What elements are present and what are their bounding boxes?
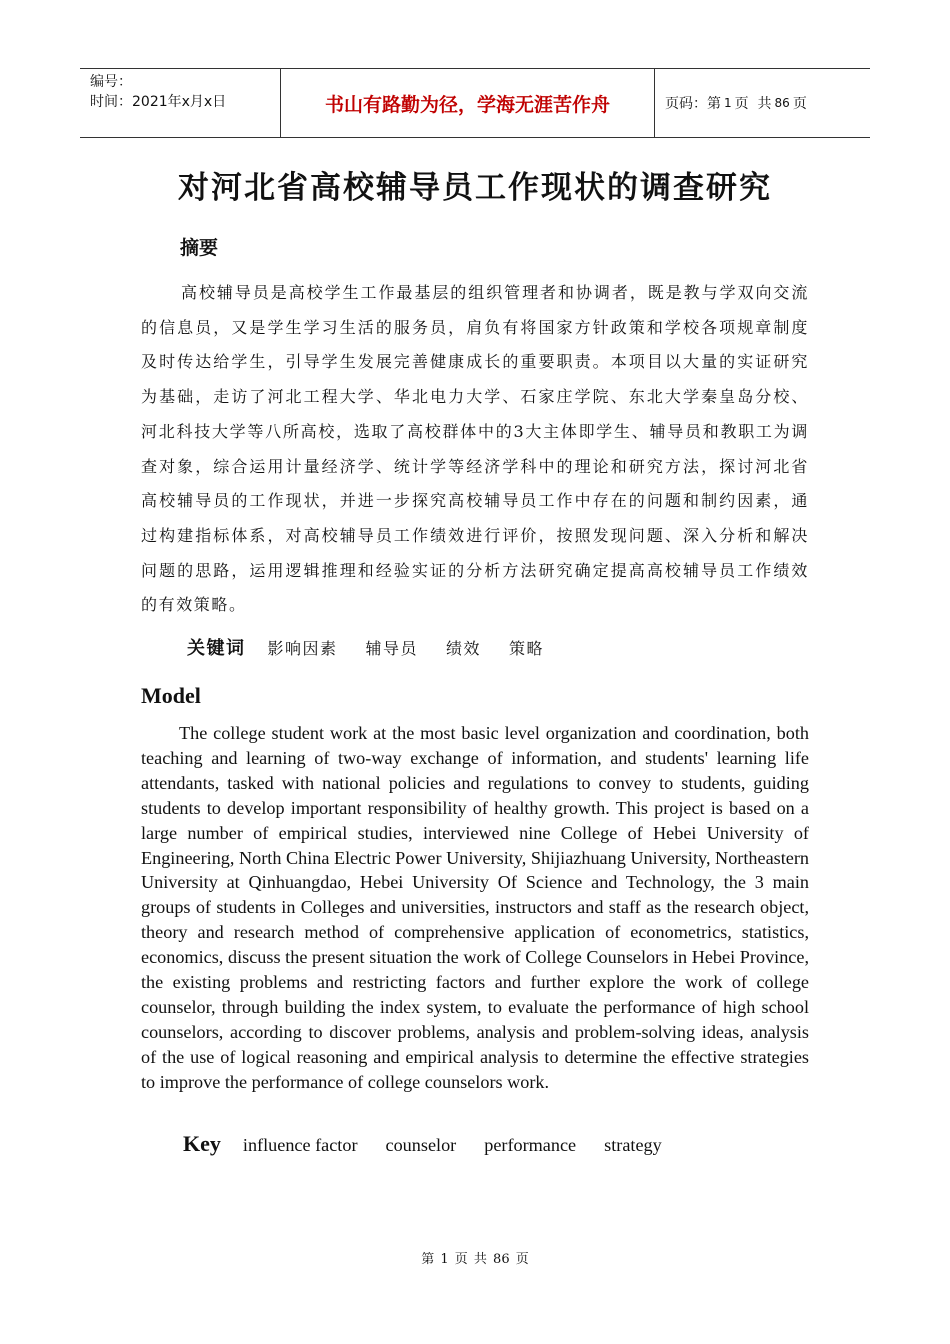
time-value: 2021年x月x日 (132, 94, 227, 110)
keyword: 绩效 (446, 639, 482, 658)
page-total: 86 (774, 96, 790, 110)
header-page-info (655, 69, 870, 137)
abstract-text: 高校辅导员是高校学生工作最基层的组织管理者和协调者，既是教与学双向交流的信息员，又是学生学习生活的服务员，肩负有将国家方针政策和学校各项规章制度及时传达给学生，引导学生发展完善健康成长的重要职责。本项目以大量的实证研究为基础，走访了河北工程大学、华北电力大学、石家庄学院、东北大学秦皇岛分校、河北科技大学等八所高校，选取了高校群体中的3大主体即学生、辅导员和教职工为调查对象，综合运用计量经济学、统计学等经济学科中的理论和研究方法，探讨河北省高校辅导员的工作现状，并进一步探究高校辅导员工作中存在的问题和制约因素，通过构建指标体系，对高校辅导员工作绩效进行评价，按照发现问题、深入分析和解决问题的思路，运用逻辑推理和经验实证的分析方法研究确定提高高校辅导员工作绩效的有效策略。 (141, 283, 809, 615)
keywords-line (187, 634, 572, 660)
time-line (90, 92, 280, 112)
time-label: 时间： (90, 94, 132, 110)
key-word: performance (484, 1135, 577, 1155)
keyword: 影响因素 (267, 639, 338, 658)
keyword: 策略 (509, 639, 545, 658)
keyword: 辅导员 (365, 639, 419, 658)
key-word: counselor (385, 1135, 457, 1155)
key-word: influence factor (242, 1135, 358, 1155)
header-motto: 书山有路勤为径，学海无涯苦作舟 (281, 69, 655, 137)
page-header (80, 68, 870, 138)
page-current: 1 (724, 96, 732, 110)
page-mid: 页 共 (734, 96, 772, 112)
key-word: strategy (604, 1135, 662, 1155)
abstract-heading: 摘要 (180, 237, 219, 259)
key-line (183, 1131, 662, 1157)
page-footer: 第 1 页 共 86 页 (421, 1252, 529, 1267)
header-meta (80, 69, 281, 137)
document-title: 对河北省高校辅导员工作现状的调查研究 (178, 170, 772, 206)
page-label: 页码：第 (665, 96, 721, 112)
model-heading: Model (141, 683, 201, 708)
key-label: Key (183, 1131, 221, 1156)
keywords-label: 关键词 (187, 638, 246, 659)
model-text: The college student work at the most basic level organization and coordination, both teaching and learning of two-way exchange of information, and students' learning life attendants, tasked with national policies and regulations to convey to students, guiding students to develop important responsibility of healthy growth. This project is based on a large number of empirical studies, interviewed nine College of Hebei University of Engineering, North China Electric Power University, Shijiazhuang University, Northeastern University at Qinhuangdao, Hebei University Of Science and Technology, the 3 main groups of students in Colleges and universities, instructors and staff as the research object, theory and research method of comprehensive application of econometrics, statistics, economics, discuss the present situation the work of College Counselors in Hebei Province, the existing problems and restricting factors and further explore the work of college counselor, through building the index system, to evaluate the performance of high school counselors, according to discover problems, analysis and problem-solving ideas, analysis of the use of logical reasoning and empirical analysis to determine the effective strategies to improve the performance of college counselors work. (141, 723, 809, 1092)
number-label: 编号： (90, 74, 132, 90)
page-end: 页 (792, 96, 807, 112)
